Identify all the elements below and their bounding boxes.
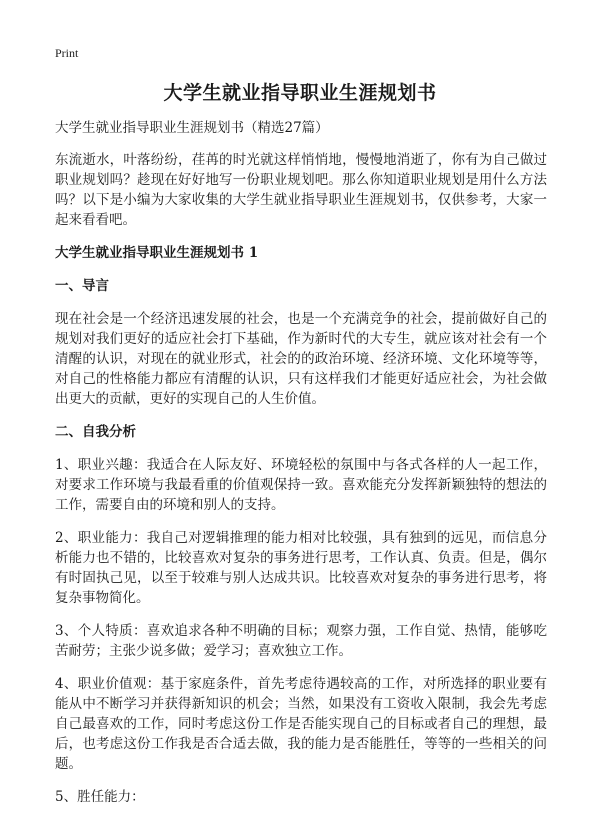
part1-paragraph: 现在社会是一个经济迅速发展的社会，也是一个充满竞争的社会，提前做好自己的规划对我们更好的适应社会打下基础，作为新时代的大专生，就应该对社会有一个清醒的认识，对现在的就业形式，社会的的政治环境、经济环境、文化环境等等，对自己的性格能力都应有清醒的认识，只有这样我们才能更好适应社会，为社会做出更大的贡献，更好的实现自己的人生价值。 (55, 311, 547, 407)
part2-title: 二、自我分析 (55, 424, 136, 440)
item-interest: 1、职业兴趣：我适合在人际友好、环境轻松的氛围中与各式各样的人一起工作，对要求工作环境与我最看重的价值观保持一致。喜欢能充分发挥新颖独特的想法的工作，需要自由的环境和别人的支持。 (55, 457, 547, 513)
page-title: 大学生就业指导职业生涯规划书 (163, 82, 437, 104)
item-competence: 5、胜任能力： (55, 789, 145, 805)
item-values: 4、职业价值观：基于家庭条件，首先考虑待遇较高的工作，对所选择的职业要有能从中不断学习并获得新知识的机会；当然，如果没有工资收入限制，我会先考虑自己最喜欢的工作，同时考虑这份工作是否能实现自己的目标或者自己的理想，最后，也考虑这份工作我是否合适去做，我的能力是否能胜任，等等的一些相关的问题。 (55, 676, 547, 772)
part1-title: 一、导言 (55, 278, 109, 294)
document-subtitle: 大学生就业指导职业生涯规划书（精选27篇） (55, 120, 329, 136)
item-traits: 3、个人特质：喜欢追求各种不明确的目标；观察力强，工作自觉、热情，能够吃苦耐劳；主张少说多做；爱学习；喜欢独立工作。 (55, 623, 547, 659)
item-ability: 2、职业能力：我自己对逻辑推理的能力相对比较强，具有独到的远见，而信息分析能力也不错的，比较喜欢对复杂的事务进行思考，工作认真、负责。但是，偶尔有时固执己见，以至于较难与别人达成共识。比较喜欢对复杂的事务进行思考，将复杂事物简化。 (55, 530, 547, 606)
intro-paragraph: 东流逝水，叶落纷纷，荏苒的时光就这样悄悄地，慢慢地消逝了，你有为自己做过职业规划吗？趁现在好好地写一份职业规划吧。那么你知道职业规划是用什么方法吗？以下是小编为大家收集的大学生就业指导职业生涯规划书，仅供参考，大家一起来看看吧。 (55, 152, 547, 228)
section-heading: 大学生就业指导职业生涯规划书 1 (55, 245, 259, 261)
print-link[interactable]: Print (55, 46, 79, 60)
document-body (55, 118, 547, 820)
